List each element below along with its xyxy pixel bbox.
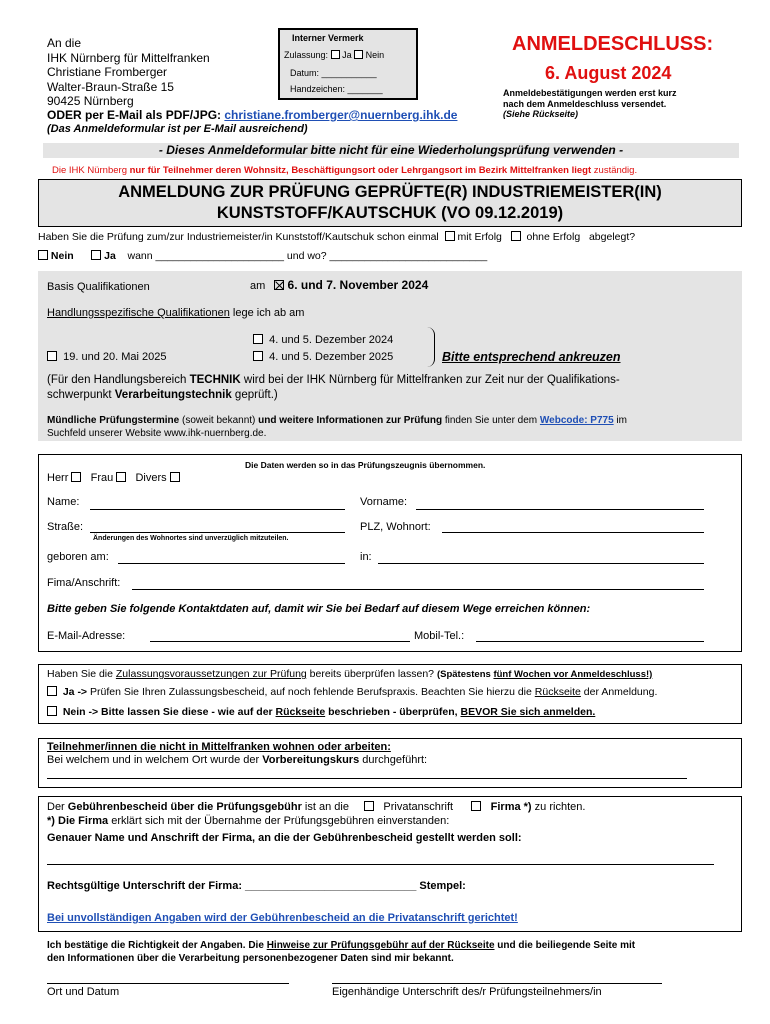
submit-line — [47, 108, 457, 122]
fees-signature-line[interactable]: Rechtsgültige Unterschrift der Firma: ____________________________ Stempel: — [47, 880, 466, 892]
form-title-line2: KUNSTSTOFF/KAUTSCHUK (VO 09.12.2019) — [216, 204, 564, 222]
fees-note-bold: *) Die Firma — [47, 815, 109, 827]
oral-text: finden Sie unter dem — [442, 415, 540, 426]
herr-label: Herr — [47, 472, 69, 484]
hsq-label: Handlungsspezifische Qualifikationen — [47, 307, 230, 319]
vorname-label: Vorname: — [360, 496, 408, 508]
contact-instruction: Bitte geben Sie folgende Kontaktdaten auf, damit wir Sie bei Bedarf auf diesem Wege erreichen können: — [47, 603, 591, 615]
email-label: E-Mail-Adresse: — [47, 630, 126, 642]
fees-note-text: erklärt sich mit der Übernahme der Prüfungsgebühren einverstanden: — [108, 815, 450, 827]
deadline-note — [503, 88, 677, 120]
submit-prefix: ODER per E-Mail als PDF/JPG: — [47, 108, 225, 122]
divers-label: Divers — [135, 472, 167, 484]
address-change-note: Änderungen des Wohnortes sind unverzüglich mitzuteilen. — [93, 535, 289, 542]
confirm-underlined: Hinweise zur Prüfungsgebühr auf der Rückseite — [266, 940, 495, 951]
firma-field[interactable] — [132, 589, 704, 590]
dec-2024-checkbox[interactable] — [253, 334, 263, 344]
internal-nein-checkbox[interactable] — [354, 50, 363, 59]
address-line: 90425 Nürnberg — [47, 94, 134, 108]
plz-field[interactable] — [442, 532, 704, 533]
hsq-line — [47, 307, 304, 319]
webcode-link[interactable]: Webcode: P775 — [539, 415, 614, 426]
outside-bold: Vorbereitungskurs — [262, 754, 360, 766]
deadline-title: ANMELDESCHLUSS: — [512, 33, 714, 55]
frau-label: Frau — [90, 472, 114, 484]
previous-ja-checkbox[interactable] — [91, 250, 101, 260]
zulassung-label: Zulassung: — [284, 50, 329, 60]
previous-exam-question — [38, 231, 635, 243]
jurisdiction-emphasis: nur für Teilnehmer deren Wohnsitz, Beschäftigungsort oder Lehrgangsort im Bezirk Mittelfranken liegt — [129, 165, 592, 176]
admission-bold: (Spätestens — [436, 669, 494, 680]
internal-datum: Datum: ___________ — [290, 68, 377, 78]
address-line: An die — [47, 36, 82, 50]
mobil-field[interactable] — [476, 641, 704, 642]
admission-ruckseite: Rückseite — [275, 706, 326, 718]
plz-label: PLZ, Wohnort: — [360, 521, 431, 533]
email-field[interactable] — [150, 641, 410, 642]
signature-label: Eigenhändige Unterschrift des/r Prüfungsteilnehmers/in — [332, 986, 602, 998]
admission-ruckseite: Rückseite — [534, 686, 581, 698]
incomplete-warning: Bei unvollständigen Angaben wird der Gebührenbescheid an die Privatanschrift gerichtet! — [47, 912, 518, 924]
may-2025-label: 19. und 20. Mai 2025 — [63, 351, 167, 363]
ohne-erfolg-checkbox[interactable] — [511, 231, 521, 241]
privat-checkbox[interactable] — [364, 801, 374, 811]
jurisdiction-text: Die IHK Nürnberg — [52, 165, 130, 176]
bracket — [427, 327, 435, 367]
fees-firma-note — [47, 815, 449, 827]
fees-bold: Gebührenbescheid über die Prüfungsgebühr — [67, 801, 302, 813]
name-field[interactable] — [90, 509, 345, 510]
fees-recipient-line — [47, 801, 585, 813]
fees-text: ist an die — [301, 801, 349, 813]
fees-text: zu richten. — [531, 801, 586, 813]
frau-checkbox[interactable] — [116, 472, 126, 482]
ort-datum-label: Ort und Datum — [47, 986, 120, 998]
admission-ja-checkbox[interactable] — [47, 686, 57, 696]
deadline-note-line: Anmeldebestätigungen werden erst kurz — [503, 88, 677, 98]
strasse-field[interactable] — [90, 532, 345, 533]
outside-title: Teilnehmer/innen die nicht in Mittelfranken wohnen oder arbeiten: — [47, 741, 391, 753]
name-label: Name: — [47, 496, 80, 508]
divers-checkbox[interactable] — [170, 472, 180, 482]
oral-bold: und weitere Informationen zur Prüfung — [258, 415, 443, 426]
strasse-label: Straße: — [47, 521, 84, 533]
internal-ja-checkbox[interactable] — [331, 50, 340, 59]
email-link[interactable]: christiane.fromberger@nuernberg.ihk.de — [224, 108, 458, 122]
firma-label: Fima/Anschrift: — [47, 577, 121, 589]
deadline-note-line: nach dem Anmeldeschluss versendet. — [503, 98, 667, 109]
outside-question — [47, 754, 427, 766]
previous-question-text: Haben Sie die Prüfung zum/zur Industriemeister/in Kunststoff/Kautschuk schon einmal — [38, 231, 439, 243]
basis-checkbox-checked[interactable] — [274, 280, 284, 290]
mit-erfolg-label: mit Erfolg — [457, 231, 502, 243]
confirm-text: und die beiliegende Seite mit — [494, 940, 636, 951]
vorname-field[interactable] — [416, 509, 704, 510]
ohne-erfolg-label: ohne Erfolg — [526, 231, 581, 243]
admission-underlined: Zulassungsvoraussetzungen zur Prüfung — [115, 668, 307, 680]
admission-deadline: fünf Wochen vor Anmeldeschluss!) — [493, 669, 653, 680]
technik-bold: TECHNIK — [189, 374, 241, 386]
fees-address-field[interactable] — [47, 864, 714, 865]
deadline-note-line: (Siehe Rückseite) — [503, 109, 579, 119]
admission-nein-text: beschrieben - überprüfen, — [325, 706, 461, 718]
form-title-box — [38, 179, 742, 227]
mobil-label: Mobil-Tel.: — [414, 630, 465, 642]
geburtsort-field[interactable] — [378, 563, 704, 564]
ja-label: Ja — [342, 50, 352, 60]
address-line: IHK Nürnberg für Mittelfranken — [47, 50, 210, 65]
hsq-suffix: lege ich ab am — [229, 307, 305, 319]
address-line: Walter-Braun-Straße 15 — [47, 79, 174, 94]
oral-text: im — [613, 415, 627, 426]
admission-ja-option — [47, 686, 657, 698]
admission-question — [47, 668, 652, 680]
hint-text: Bitte entsprechend ankreuzen — [442, 350, 621, 364]
salutation — [47, 472, 180, 484]
previous-nein-label: Nein — [50, 250, 74, 262]
technik-note — [47, 373, 620, 403]
oral-exam-note — [47, 414, 627, 440]
admission-bevor: BEVOR Sie sich anmelden. — [460, 706, 596, 718]
technik-text: (Für den Handlungsbereich — [47, 374, 190, 386]
am-label: am — [250, 280, 266, 292]
geboren-field[interactable] — [118, 563, 345, 564]
jurisdiction-note — [52, 165, 637, 176]
abgelegt-label: abgelegt? — [588, 231, 636, 243]
admission-ja-text: der Anmeldung. — [580, 686, 658, 698]
outside-text: Bei welchem und in welchem Ort wurde der — [47, 754, 263, 766]
admission-nein-checkbox[interactable] — [47, 706, 57, 716]
dec-2025-label: 4. und 5. Dezember 2025 — [269, 351, 394, 363]
oral-bold: Mündliche Prüfungstermine — [47, 415, 180, 426]
internal-handzeichen: Handzeichen: _______ — [290, 84, 383, 94]
dec-2025-checkbox[interactable] — [253, 351, 263, 361]
admission-text: Haben Sie die — [47, 668, 116, 680]
internal-zulassung — [284, 50, 384, 60]
confirm-text: den Informationen über die Verarbeitung personenbezogener Daten sind mir bekannt. — [47, 953, 454, 964]
admission-text: bereits überprüfen lassen? — [306, 668, 437, 680]
oral-text: Suchfeld unserer Website www.ihk-nuernberg.de. — [47, 428, 267, 439]
mit-erfolg-checkbox[interactable] — [445, 231, 455, 241]
address-line: Christiane Fromberger — [47, 65, 168, 79]
recipient-address — [47, 36, 210, 109]
basis-label: Basis Qualifikationen — [47, 281, 150, 293]
personal-header: Die Daten werden so in das Prüfungszeugnis übernommen. — [245, 460, 486, 470]
fees-text: Der — [47, 801, 68, 813]
basis-date-b: 7. November 2024 — [326, 278, 429, 292]
admission-nein-text: Nein -> Bitte lassen Sie diese - wie auf der — [62, 706, 276, 718]
jurisdiction-text: zuständig. — [591, 165, 638, 176]
technik-text: wird bei der IHK Nürnberg für Mittelfranken zur Zeit nur der Qualifikations- — [240, 374, 620, 386]
technik-text: schwerpunkt — [47, 389, 115, 401]
internal-note-title: Interner Vermerk — [292, 33, 364, 43]
previous-ja-label: Ja — [104, 250, 116, 262]
privat-label: Privatanschrift — [383, 801, 454, 813]
admission-nein-option — [47, 706, 595, 718]
option-dec-2024 — [253, 334, 393, 346]
option-dec-2025 — [253, 351, 393, 363]
ort-datum-field[interactable] — [47, 983, 289, 984]
previous-nein-checkbox[interactable] — [38, 250, 48, 260]
outside-text: durchgeführt: — [359, 754, 428, 766]
wann-wo-field[interactable]: wann ______________________ und wo? ___________________________ — [127, 250, 488, 262]
admission-ja-label: Ja -> — [62, 686, 88, 698]
nein-label: Nein — [365, 50, 385, 60]
form-title-line1: ANMELDUNG ZUR PRÜFUNG GEPRÜFTE(R) INDUSTRIEMEISTER(IN) — [118, 183, 662, 201]
deadline-date: 6. August 2024 — [545, 63, 672, 83]
fees-address-label: Genauer Name und Anschrift der Firma, an die der Gebührenbescheid gestellt werden soll: — [47, 832, 522, 844]
basis-date-a: 6. und — [287, 278, 327, 292]
geboren-label: geboren am: — [47, 551, 109, 563]
herr-checkbox[interactable] — [71, 472, 81, 482]
firma-checkbox[interactable] — [471, 801, 481, 811]
confirmation-text — [47, 939, 635, 965]
dec-2024-label: 4. und 5. Dezember 2024 — [269, 334, 394, 346]
outside-answer-field[interactable] — [47, 778, 687, 779]
technik-bold: Verarbeitungstechnik — [114, 389, 232, 401]
admission-ja-text: Prüfen Sie Ihren Zulassungsbescheid, auf noch fehlende Berufspraxis. Beachten Sie hierzu die — [87, 686, 535, 698]
confirm-text: Ich bestätige die Richtigkeit der Angaben. Die — [47, 940, 267, 951]
internal-note-box — [278, 28, 418, 100]
technik-text: geprüft.) — [231, 389, 278, 401]
may-2025-checkbox[interactable] — [47, 351, 57, 361]
oral-text: (soweit bekannt) — [179, 415, 259, 426]
warning-banner: - Dieses Anmeldeformular bitte nicht für eine Wiederholungsprüfung verwenden - — [43, 143, 739, 158]
signature-field[interactable] — [332, 983, 662, 984]
previous-exam-answer — [38, 250, 487, 262]
geburtsort-label: in: — [360, 551, 372, 563]
firma-option-label: Firma *) — [490, 801, 532, 813]
submit-note: (Das Anmeldeformular ist per E-Mail ausreichend) — [47, 123, 308, 135]
basis-date — [250, 278, 428, 292]
option-may-2025 — [47, 351, 166, 363]
